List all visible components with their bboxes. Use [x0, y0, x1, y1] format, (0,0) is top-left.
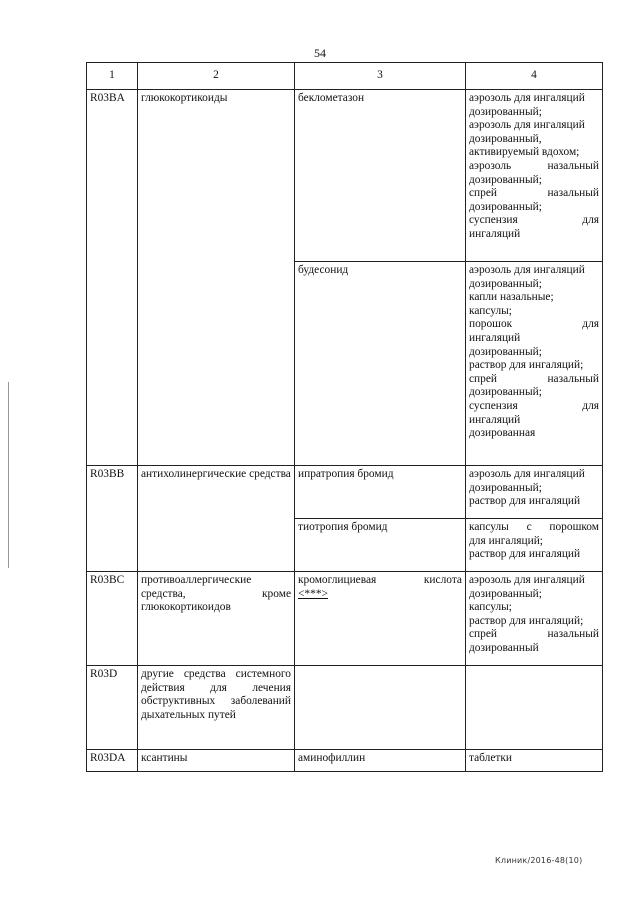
- group-cell: ксантины: [138, 750, 295, 772]
- form-line: дозированный,: [469, 132, 542, 145]
- form-line: порошок для: [469, 318, 599, 331]
- form-line: дозированный: [469, 641, 539, 654]
- form-line: дозированный;: [469, 277, 542, 290]
- dosage-form-cell: [466, 572, 603, 666]
- header-cell: 2: [138, 63, 295, 90]
- dosage-form-cell: таблетки: [466, 750, 603, 772]
- substance-cell: [295, 572, 466, 666]
- form-line: капсулы;: [469, 304, 512, 317]
- form-line: капсулы;: [469, 601, 512, 614]
- table-row: [87, 572, 603, 666]
- form-line: аэрозоль для ингаляций: [469, 468, 585, 480]
- table-header-row: [87, 63, 603, 90]
- code-cell: R03BA: [87, 90, 138, 466]
- form-line: суспензия для: [469, 399, 599, 412]
- header-cell: 3: [295, 63, 466, 90]
- substance-cell: аминофиллин: [295, 750, 466, 772]
- form-line: раствор для ингаляций;: [469, 614, 584, 627]
- form-line: аэрозоль для ингаляций: [469, 92, 585, 104]
- group-cell: противоаллергические средства, кроме глюкокортикоидов: [138, 572, 295, 666]
- form-line: аэрозоль для ингаляций: [469, 264, 585, 276]
- code-cell: R03DA: [87, 750, 138, 772]
- dosage-form-cell: [466, 519, 603, 572]
- header-cell: 1: [87, 63, 138, 90]
- form-line: спрей назальный: [469, 628, 599, 641]
- table-row: [87, 666, 603, 750]
- form-line: дозированный;: [469, 200, 542, 213]
- form-line: ингаляций: [469, 227, 521, 240]
- form-line: дозированный;: [469, 105, 542, 118]
- form-line: аэрозоль для ингаляций: [469, 574, 585, 586]
- header-cell: 4: [466, 63, 603, 90]
- form-line: аэрозоль для ингаляций: [469, 119, 585, 132]
- table-row: [87, 466, 603, 519]
- medicines-table: [86, 62, 603, 772]
- group-cell: другие средства системного действия для лечения обструктивных заболеваний дыхательных путей: [138, 666, 295, 750]
- code-cell: R03BC: [87, 572, 138, 666]
- dosage-form-cell: [466, 262, 603, 466]
- form-line: дозированный;: [469, 345, 542, 358]
- form-line: ингаляций: [469, 413, 521, 426]
- form-line: аэрозоль назальный: [469, 159, 599, 172]
- form-line: дозированный;: [469, 386, 542, 399]
- form-line: дозированный;: [469, 481, 542, 494]
- form-line: дозированный;: [469, 173, 542, 186]
- form-line: суспензия для: [469, 214, 599, 227]
- form-line: ингаляций: [469, 331, 521, 344]
- group-cell: антихолинергические средства: [138, 466, 295, 572]
- form-line: капсулы с порошком: [469, 521, 599, 533]
- footnote-mark: <***>: [298, 587, 328, 600]
- form-line: дозированная: [469, 427, 536, 440]
- form-line: раствор для ингаляций;: [469, 359, 584, 372]
- substance-cell: ипратропия бромид: [295, 466, 466, 519]
- footer-reference: Клиник/2016-48(10): [495, 856, 583, 865]
- dosage-form-cell: [466, 90, 603, 262]
- substance-cell: будесонид: [295, 262, 466, 466]
- form-line: активируемый вдохом;: [469, 146, 580, 159]
- code-cell: R03D: [87, 666, 138, 750]
- table-row: [87, 90, 603, 262]
- form-line: капли назальные;: [469, 291, 554, 304]
- dosage-form-cell: [466, 666, 603, 750]
- form-line: раствор для ингаляций: [469, 495, 581, 508]
- form-line: для ингаляций;: [469, 534, 543, 547]
- form-line: спрей назальный: [469, 372, 599, 385]
- form-line: спрей назальный: [469, 187, 599, 200]
- table-row: [87, 750, 603, 772]
- form-line: раствор для ингаляций: [469, 548, 581, 561]
- form-line: дозированный;: [469, 587, 542, 600]
- group-cell: глюкокортикоиды: [138, 90, 295, 466]
- code-cell: R03BB: [87, 466, 138, 572]
- substance-cell: беклометазон: [295, 90, 466, 262]
- substance-cell: тиотропия бромид: [295, 519, 466, 572]
- substance-cell: [295, 666, 466, 750]
- scan-margin-line: [8, 382, 9, 568]
- page-number: 54: [314, 46, 326, 60]
- dosage-form-cell: [466, 466, 603, 519]
- substance-name: кромоглициевая кислота: [298, 574, 462, 586]
